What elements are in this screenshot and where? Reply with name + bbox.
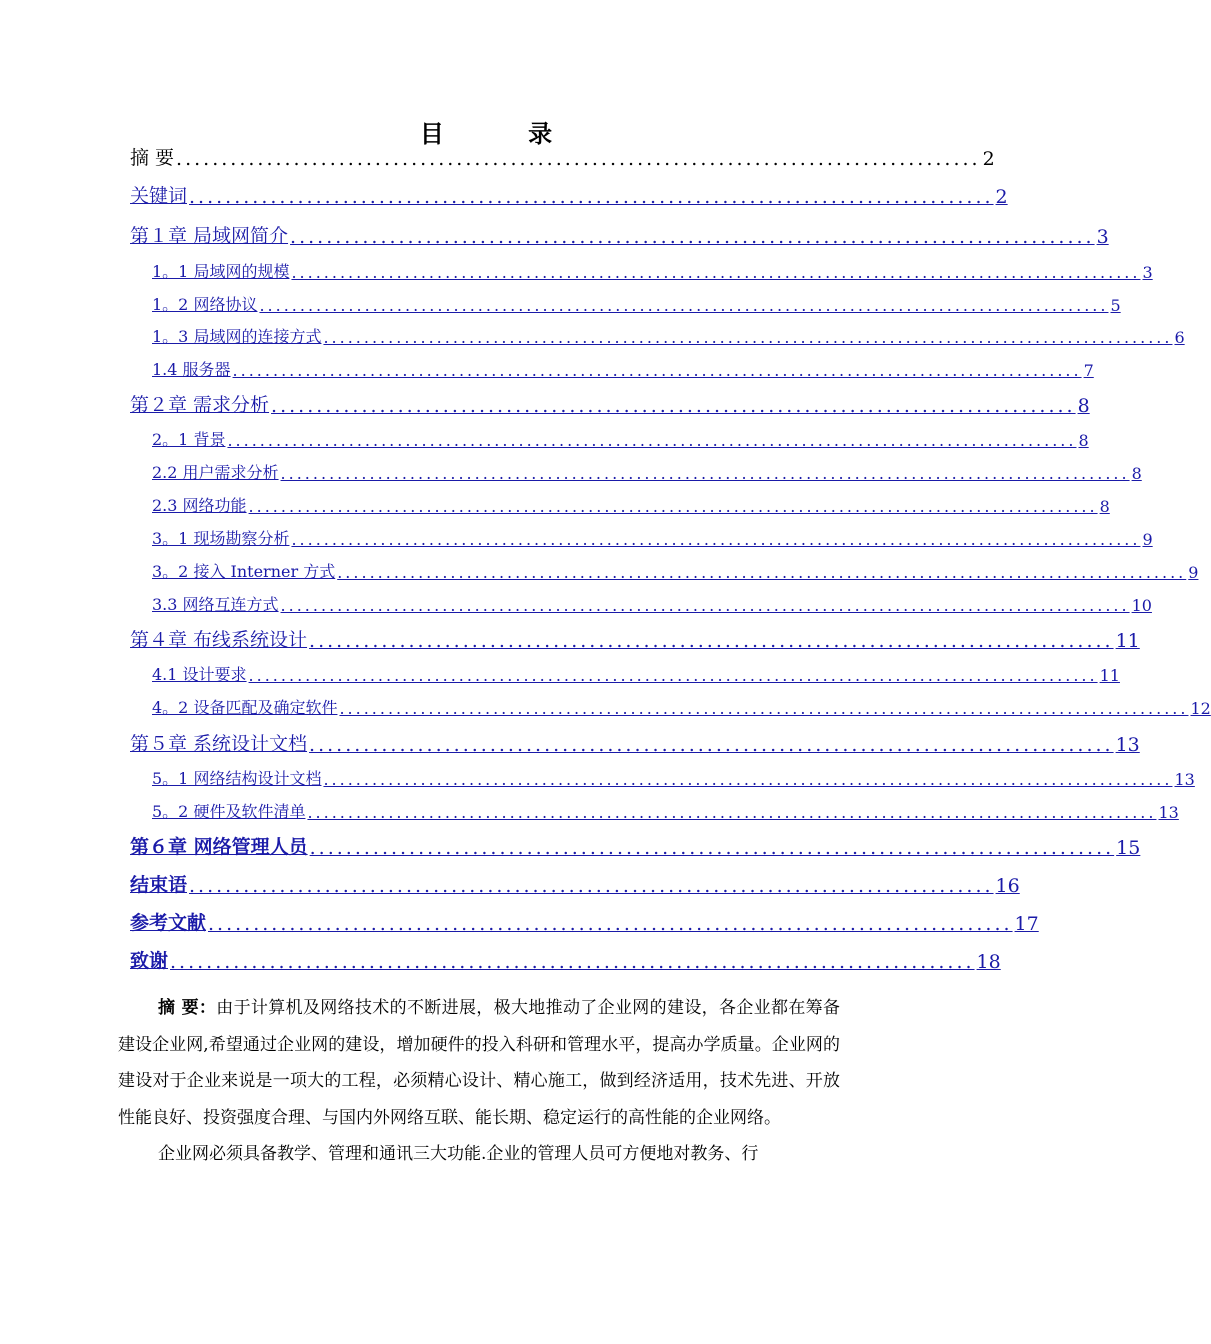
toc-leader: ......................................................................................... bbox=[208, 913, 1013, 935]
toc-label: 第５章 系统设计文档 bbox=[130, 733, 308, 755]
toc-page-number: 15 bbox=[1116, 837, 1141, 859]
toc-label: 3.3 网络互连方式 bbox=[152, 595, 279, 614]
toc-page-number: 3 bbox=[1096, 226, 1109, 248]
toc-page-number: 3 bbox=[1142, 263, 1153, 282]
toc-entry-2-1[interactable] bbox=[130, 427, 1089, 450]
toc-entry-references[interactable] bbox=[130, 908, 1039, 935]
toc-label: 5。2 硬件及软件清单 bbox=[152, 802, 306, 821]
abstract-text-1: 由于计算机及网络技术的不断进展，极大地推动了企业网的建设，各企业都在筹备建设企业网,希望通过企业网的建设，增加硬件的投入科研和管理水平，提高办学质量。企业网的建设对于企业来说是一项大的工程，必须精心设计、精心施工，做到经济适用，技术先进、开放性能良好、投资强度合理、与国内外网络互联、能长期、稳定运行的高性能的企业网络。 bbox=[118, 998, 841, 1128]
toc-entry-1-4[interactable] bbox=[130, 357, 1094, 380]
toc-label: 5。1 网络结构设计文档 bbox=[152, 769, 322, 788]
toc-leader: ......................................................................................................... bbox=[248, 497, 1098, 516]
toc-label: 3。2 接入 Interner 方式 bbox=[152, 562, 336, 581]
toc-page-number: 8 bbox=[1077, 395, 1090, 417]
toc-entry-1-3[interactable] bbox=[130, 324, 1185, 347]
abstract-paragraph-1 bbox=[118, 990, 840, 1136]
toc-entry-chapter-2[interactable] bbox=[130, 390, 1090, 417]
toc-leader: ......................................................................................................... bbox=[339, 699, 1189, 718]
toc-page-number: 18 bbox=[976, 951, 1001, 973]
toc-label: 第１章 局域网简介 bbox=[130, 225, 289, 247]
toc-label: 1。2 网络协议 bbox=[152, 295, 258, 314]
toc-entry-2-2[interactable] bbox=[130, 460, 1142, 483]
toc-entry-5-2[interactable] bbox=[130, 799, 1179, 822]
toc-leader: ......................................................................................................... bbox=[291, 530, 1141, 549]
toc-label: 关键词 bbox=[130, 185, 188, 207]
toc-leader: ......................................................................................................... bbox=[248, 666, 1098, 685]
toc-label: 4.1 设计要求 bbox=[152, 665, 247, 684]
toc-page-number: 8 bbox=[1078, 431, 1089, 450]
toc-entry-3-2[interactable] bbox=[130, 559, 1199, 582]
toc-label: 2。1 背景 bbox=[152, 430, 226, 449]
toc-entry-1-1[interactable] bbox=[130, 259, 1153, 282]
toc-entry-acknowledgements[interactable] bbox=[130, 946, 1001, 973]
toc-entry-1-2[interactable] bbox=[130, 292, 1121, 315]
toc-page-number: 5 bbox=[1110, 296, 1121, 315]
toc-page-number: 10 bbox=[1131, 596, 1152, 615]
toc-leader: ......................................................................................... bbox=[189, 186, 994, 208]
toc-leader: ......................................................................................................... bbox=[291, 263, 1141, 282]
toc-leader: ......................................................................................................... bbox=[232, 361, 1082, 380]
toc-entry-chapter-6[interactable] bbox=[130, 832, 1141, 859]
toc-leader: ......................................................................................... bbox=[309, 837, 1115, 859]
toc-leader: ......................................................................................... bbox=[176, 148, 981, 170]
toc-leader: ......................................................................................... bbox=[309, 734, 1114, 756]
toc-leader: ......................................................................................................... bbox=[337, 563, 1187, 582]
toc-page-number: 16 bbox=[995, 875, 1020, 897]
toc-page-number: 8 bbox=[1099, 497, 1110, 516]
toc-leader: ......................................................................................... bbox=[271, 395, 1076, 417]
toc-leader: ......................................................................................................... bbox=[323, 328, 1173, 347]
page-title: 目 录 bbox=[419, 120, 591, 148]
toc-entry-keywords[interactable] bbox=[130, 181, 1008, 208]
abstract-paragraph-2 bbox=[118, 1136, 840, 1173]
toc-entry-conclusion[interactable] bbox=[130, 870, 1020, 897]
toc-entry-3-3[interactable] bbox=[130, 592, 1152, 615]
toc-leader: ......................................................................................... bbox=[290, 226, 1095, 248]
toc-leader: ......................................................................................... bbox=[170, 951, 975, 973]
abstract-section bbox=[118, 990, 840, 1173]
toc-label: 第６章 网络管理人员 bbox=[130, 836, 308, 858]
toc-leader: ......................................................................................... bbox=[309, 630, 1114, 652]
toc-page-number: 7 bbox=[1083, 361, 1094, 380]
toc-page-number: 12 bbox=[1190, 699, 1211, 718]
toc-leader: ......................................................................................................... bbox=[227, 431, 1077, 450]
toc-page-number: 9 bbox=[1188, 563, 1199, 582]
toc-leader: ......................................................................................................... bbox=[280, 464, 1130, 483]
toc-label: 4。2 设备匹配及确定软件 bbox=[152, 698, 338, 717]
toc-label: 3。1 现场勘察分析 bbox=[152, 529, 290, 548]
toc-entry-2-3[interactable] bbox=[130, 493, 1110, 516]
toc-entry-4-2[interactable] bbox=[130, 695, 1211, 718]
toc-leader: ......................................................................................................... bbox=[307, 803, 1157, 822]
toc-page-number: 9 bbox=[1142, 530, 1153, 549]
toc-leader: ......................................................................................................... bbox=[259, 296, 1109, 315]
toc-entry-4-1[interactable] bbox=[130, 662, 1120, 685]
toc-label: 结束语 bbox=[130, 874, 188, 896]
toc-page-number: 13 bbox=[1158, 803, 1179, 822]
toc-page-number: 11 bbox=[1115, 630, 1140, 652]
toc-leader: ......................................................................................... bbox=[189, 875, 994, 897]
abstract-lead: 摘 要： bbox=[158, 998, 217, 1018]
toc-entry-abstract[interactable] bbox=[130, 143, 995, 170]
toc-page-number: 8 bbox=[1131, 464, 1142, 483]
toc-label: 第２章 需求分析 bbox=[130, 394, 270, 416]
toc-leader: ......................................................................................................... bbox=[323, 770, 1173, 789]
toc-entry-chapter-1[interactable] bbox=[130, 221, 1109, 248]
toc-label: 2.2 用户需求分析 bbox=[152, 463, 279, 482]
toc-page-number: 2 bbox=[982, 148, 995, 170]
toc-label: 1。1 局域网的规模 bbox=[152, 262, 290, 281]
toc-label: 第４章 布线系统设计 bbox=[130, 629, 308, 651]
toc-label: 参考文献 bbox=[130, 912, 207, 934]
toc-page-number: 13 bbox=[1174, 770, 1195, 789]
toc-entry-5-1[interactable] bbox=[130, 766, 1195, 789]
abstract-text-2: 企业网必须具备教学、管理和通讯三大功能.企业的管理人员可方便地对教务、行 bbox=[158, 1144, 759, 1164]
toc-entry-chapter-4[interactable] bbox=[130, 625, 1140, 652]
toc-label: 摘 要 bbox=[130, 147, 175, 169]
toc-page-number: 2 bbox=[995, 186, 1008, 208]
toc-entry-3-1[interactable] bbox=[130, 526, 1153, 549]
toc-label: 1。3 局域网的连接方式 bbox=[152, 327, 322, 346]
toc-page-number: 11 bbox=[1099, 666, 1120, 685]
toc-entry-chapter-5[interactable] bbox=[130, 729, 1140, 756]
toc-label: 致谢 bbox=[130, 950, 169, 972]
toc-label: 1.4 服务器 bbox=[152, 360, 231, 379]
toc-page-number: 17 bbox=[1014, 913, 1039, 935]
toc-label: 2.3 网络功能 bbox=[152, 496, 247, 515]
toc-page-number: 13 bbox=[1115, 734, 1140, 756]
toc-leader: ......................................................................................................... bbox=[280, 596, 1130, 615]
toc-page-number: 6 bbox=[1174, 328, 1185, 347]
